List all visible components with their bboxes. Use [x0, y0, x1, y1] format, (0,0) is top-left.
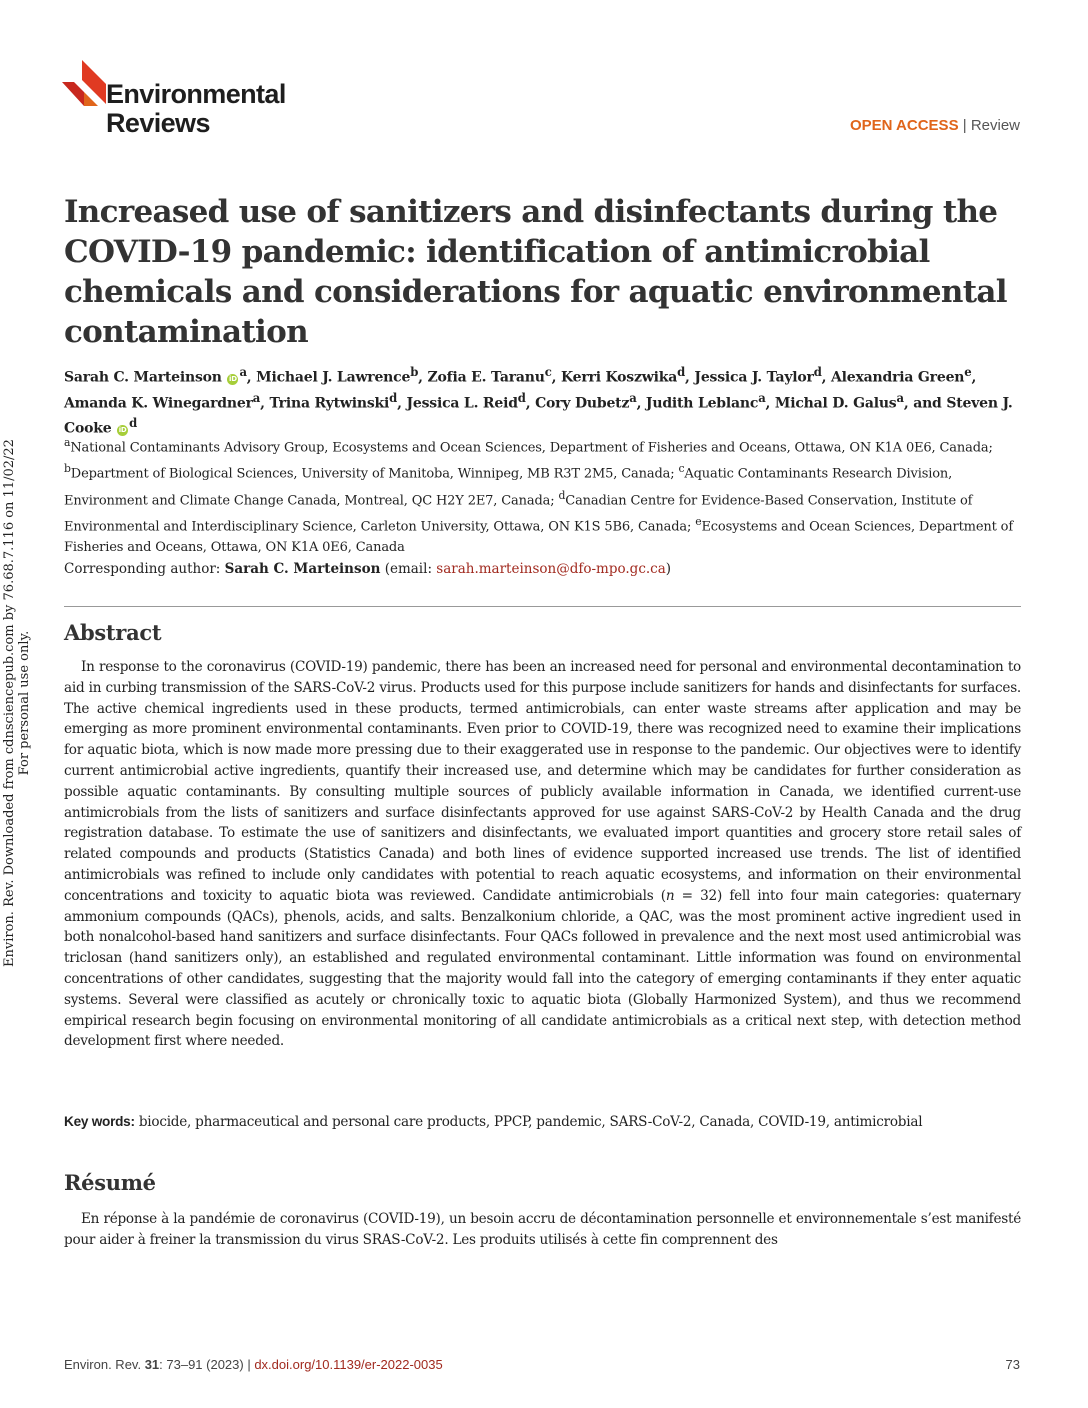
footer-journal: Environ. Rev. — [64, 1357, 145, 1372]
author-list: Sarah C. Marteinson iD $^a$, Michael J. Lawrence$^b$, Zofia E. Taranu$^c$, Kerri Koszwika$^d$, Jessica J. Taylor$^d$, Alexandria Green$^e$, Amanda K. Winegardner$^a$, Trina Rytwinski$^d$, Jessica L. Reid$^d$, Cory Dubetz$^a$, Judith Leblanc$^a$, Michal D. Galus$^a$, and Steven J. Cooke iD $^d$ — [64, 365, 1013, 437]
footer-pages-year: : 73–91 (2023) | — [159, 1357, 255, 1372]
orcid-icon[interactable]: iD — [229, 374, 237, 383]
author-name: Michael J. Lawrence — [256, 369, 411, 386]
header-separator: | — [958, 117, 971, 134]
author-affiliation-mark: d — [813, 365, 822, 379]
affiliation-mark: a — [64, 436, 71, 449]
author-name: Alexandria Green — [831, 369, 965, 386]
author-affiliation-mark: a — [252, 390, 261, 405]
journal-name-line1: Environmental — [106, 79, 286, 109]
doi-link[interactable]: dx.doi.org/10.1139/er-2022-0035 — [254, 1357, 443, 1372]
affiliation-mark: c — [678, 462, 685, 476]
author-affiliation-mark: a — [758, 390, 766, 405]
corresponding-author — [64, 559, 1024, 579]
page-number: 73 — [1005, 1357, 1020, 1372]
keywords-text: biocide, pharmaceutical and personal care products, PPCP, pandemic, SARS-CoV-2, Canada, COVID-19, antimicrobial — [134, 1114, 923, 1130]
footer-volume: 31 — [144, 1357, 160, 1372]
author-name: Sarah C. Marteinson — [64, 369, 222, 386]
author-name: Trina Rytwinski — [269, 395, 390, 412]
author-affiliation-mark: a — [896, 390, 904, 405]
side-note-line1: Environ. Rev. Downloaded from cdnsciencepub.com by 76.68.7.116 on 11/02/22 — [2, 439, 17, 967]
author-name: Zofia E. Taranu — [427, 369, 545, 386]
affiliation-text: Canadian Centre for Evidence-Based Conservation, Institute of Environmental and Interdisciplinary Science, Carleton University, Ottawa, ON K1S 5B6, Canada; — [64, 492, 973, 535]
citation-footer — [64, 1357, 443, 1372]
email-prefix: (email: — [380, 561, 437, 577]
abstract-text — [64, 657, 1021, 1052]
affiliation-mark: e — [695, 514, 702, 528]
abstract-text-part2: = 32) fell into four main categories: quaternary ammonium compounds (QACs), phenols, acids, and salts. Benzalkonium chloride, a QAC, was the most prominent active ingredient used in both nonalcohol-based hand sanitizers and surface disinfectants. Four QACs followed in prevalence and the next most used antimicrobial was triclosan (hand sanitizers only), an established and regulated environmental contaminant. Little information was found on environmental concentrations of other candidates, suggesting that the majority would fall into the category of emerging contaminants if they enter aquatic systems. Several were classified as acutely or chronically toxic to aquatic biota (Globally Harmonized System), and thus we recommend empirical research begin focusing on environmental monitoring of all candidate antimicrobials as a critical next step, with detection method development first where needed. — [64, 887, 1021, 1050]
article-type-label — [850, 117, 1020, 134]
email-link[interactable]: sarah.marteinson@dfo-mpo.gc.ca — [436, 561, 666, 577]
author-name: Jessica L. Reid — [406, 395, 518, 412]
author-affiliation-mark: b — [410, 365, 419, 379]
journal-logo-icon — [62, 60, 106, 110]
author-affiliation-mark: c — [544, 365, 552, 379]
article-title: Increased use of sanitizers and disinfectants during the COVID-19 pandemic: identification of antimicrobial chemicals and considerations for aquatic environmental contamination — [64, 194, 1007, 350]
keywords — [64, 1112, 1021, 1133]
resume-heading: Résumé — [64, 1170, 156, 1195]
affiliation-text: Department of Biological Sciences, University of Manitoba, Winnipeg, MB R3T 2M5, Canada; — [70, 466, 675, 482]
author-name: Steven J. Cooke — [64, 395, 1013, 437]
side-note-line2: For personal use only. — [17, 630, 32, 776]
author-name: Kerri Koszwika — [561, 369, 678, 386]
resume-text: En réponse à la pandémie de coronavirus (COVID-19), un besoin accru de décontamination personnelle et environnementale s’est manifesté pour aider à freiner la transmission du virus SRAS-CoV-2. Les produits utilisés à cette fin comprennent des — [64, 1211, 1021, 1248]
author-name: Amanda K. Winegardner — [64, 395, 253, 412]
author-affiliation-mark: e — [964, 365, 972, 379]
author-affiliation-mark: d — [517, 390, 526, 405]
author-affiliation-mark: a — [239, 365, 247, 379]
journal-name — [106, 80, 286, 138]
abstract-heading: Abstract — [64, 620, 162, 645]
author-name: Michal D. Galus — [774, 395, 897, 412]
author-affiliation-mark: d — [389, 390, 398, 405]
affiliation-mark: b — [64, 462, 71, 476]
author-affiliation-mark: d — [129, 416, 138, 431]
author-affiliation-mark: a — [629, 390, 637, 405]
author-name: Cory Dubetz — [535, 395, 630, 412]
journal-logo — [62, 60, 302, 140]
author-name: Judith Leblanc — [645, 395, 759, 412]
affiliation-text: National Contaminants Advisory Group, Ecosystems and Ocean Sciences, Department of Fisheries and Oceans, Ottawa, ON K1A 0E6, Canada; — [70, 440, 993, 456]
abstract-n-variable: n — [665, 887, 675, 904]
download-side-note — [2, 418, 32, 988]
orcid-icon[interactable]: iD — [118, 425, 127, 434]
corresponding-label: Corresponding author: — [64, 561, 225, 577]
author-name: Jessica J. Taylor — [694, 369, 814, 386]
open-access-label: OPEN ACCESS — [849, 117, 959, 134]
corresponding-name: Sarah C. Marteinson — [224, 561, 381, 577]
section-divider — [64, 606, 1021, 607]
keywords-label: Key words: — [64, 1114, 135, 1129]
author-affiliation-mark: d — [677, 365, 686, 379]
article-type: Review — [970, 117, 1020, 134]
affiliation-mark: d — [558, 488, 566, 502]
affiliations — [64, 432, 1024, 558]
affiliation-text: Aquatic Contaminants Research Division, Environment and Climate Change Canada, Montreal, QC H2Y 2E7, Canada; — [64, 466, 953, 508]
affiliation-text: Ecosystems and Ocean Sciences, Department of Fisheries and Oceans, Ottawa, ON K1A 0E6, Canada — [64, 519, 1013, 556]
journal-name-line2: Reviews — [106, 108, 210, 138]
abstract-text-part1: In response to the coronavirus (COVID-19) pandemic, there has been an increased need for personal and environmental decontamination to aid in curbing transmission of the SARS-CoV-2 virus. Products used for this purpose include sanitizers for hands and disinfectants for surfaces. The active chemical ingredients used in these products, termed antimicrobials, can enter waste streams after application and may be emerging as more prominent environmental contaminants. Even prior to COVID-19, there was recognized need to examine their implications for aquatic biota, which is now made more pressing due to their exaggerated use in response to the pandemic. Our objectives were to identify current antimicrobial active ingredients, quantify their increased use, and determine which may be candidates for further consideration as possible aquatic contaminants. By consulting multiple sources of publicly available information in Canada, we identified current-use antimicrobials from the lists of sanitizers and surface disinfectants approved for use against SARS-CoV-2 by Health Canada and the drug registration database. To estimate the use of sanitizers and disinfectants, we evaluated import quantities and grocery store retail sales of related compounds and products (Statistics Canada) and both lines of evidence supported increased use trends. The list of identified antimicrobials was refined to include only candidates with potential to reach aquatic ecosystems, and information on their environmental concentrations and toxicity to aquatic biota was reviewed. Candidate antimicrobials ( — [64, 659, 1021, 904]
email-suffix: ) — [665, 561, 672, 577]
